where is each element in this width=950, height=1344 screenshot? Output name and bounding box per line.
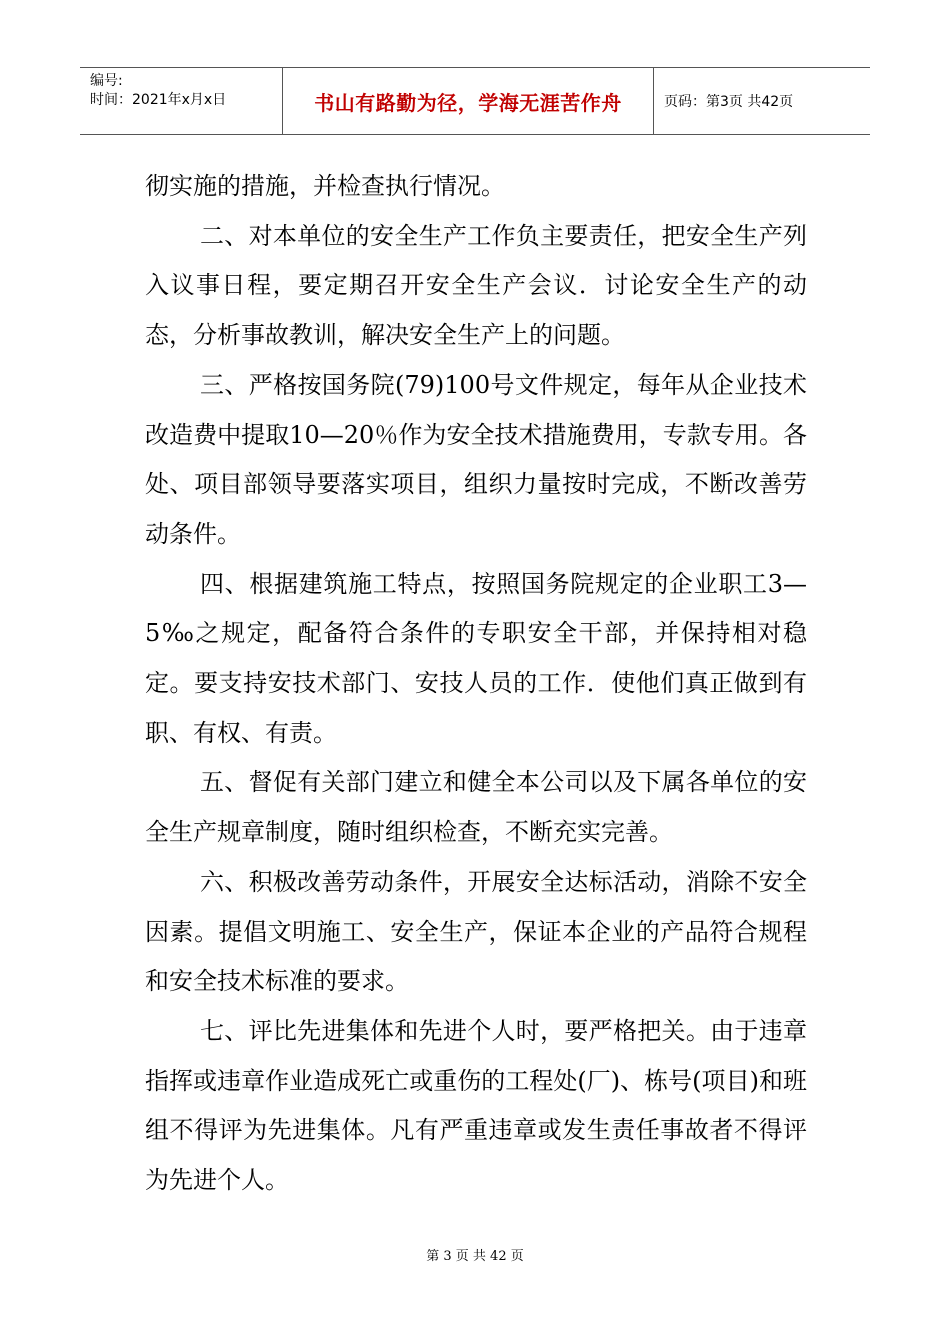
paragraph-item-3: 三、严格按国务院(79)100号文件规定，每年从企业技术改造费中提取10—20％作为安全技术措施费用，专款专用。各处、项目部领导要落实项目，组织力量按时完成，不断改善劳动条件。 xyxy=(145,370,807,548)
header-meta xyxy=(80,68,283,134)
paragraph-item-7: 七、评比先进集体和先进个人时，要严格把关。由于违章指挥或违章作业造成死亡或重伤的工程处(厂)、栋号(项目)和班组不得评为先进集体。凡有严重违章或发生责任事故者不得评为先进个人。 xyxy=(145,1016,807,1195)
paragraph-item-2: 二、对本单位的安全生产工作负主要责任，把安全生产列入议事日程，要定期召开安全生产会议．讨论安全生产的动态，分析事故教训，解决安全生产上的问题。 xyxy=(145,221,807,350)
document-number-label: 编号: xyxy=(90,73,123,89)
paragraph-item-5: 五、督促有关部门建立和健全本公司以及下属各单位的安全生产规章制度，随时组织检查，不断充实完善。 xyxy=(145,768,807,847)
document-date: 时间：2021年x月x日 xyxy=(90,92,227,108)
header-page-info: 页码：第3页 共42页 xyxy=(664,94,794,110)
paragraph-item-4: 四、根据建筑施工特点，按照国务院规定的企业职工3—5‰之规定，配备符合条件的专职安全干部，并保持相对稳定。要支持安技术部门、安技人员的工作．使他们真正做到有职、有权、有责。 xyxy=(145,569,807,747)
page-footer: 第 3 页 共 42 页 xyxy=(426,1249,524,1264)
page-header xyxy=(80,67,870,135)
paragraph-continuation: 彻实施的措施，并检查执行情况。 xyxy=(145,172,505,200)
header-motto: 书山有路勤为径，学海无涯苦作舟 xyxy=(283,68,654,134)
paragraph-item-6: 六、积极改善劳动条件，开展安全达标活动，消除不安全因素。提倡文明施工、安全生产，保证本企业的产品符合规程和安全技术标准的要求。 xyxy=(145,867,807,996)
document-body xyxy=(145,162,807,1206)
